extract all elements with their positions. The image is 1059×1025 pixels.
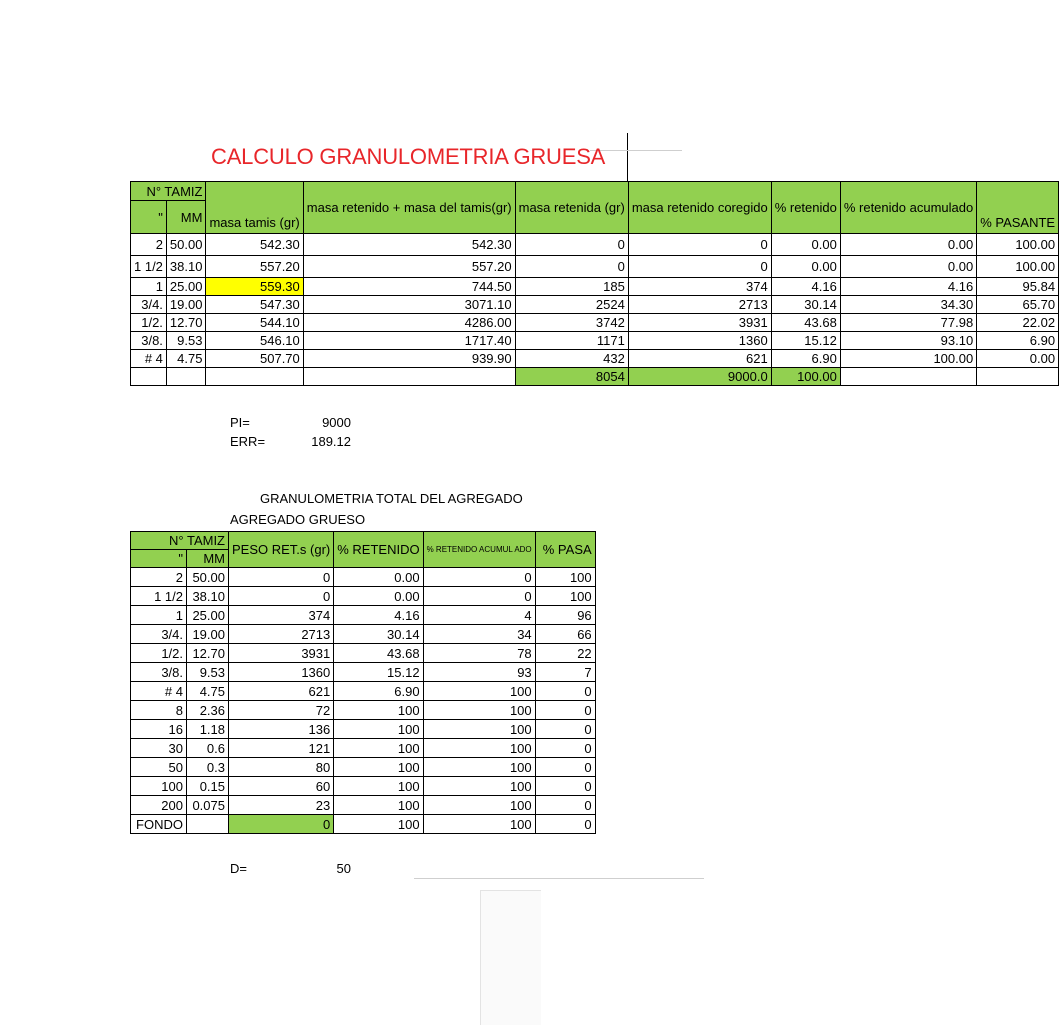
cell-tamiz: # 4 (131, 682, 187, 701)
cell-pct-acum: 0.00 (840, 256, 976, 278)
cell-pct-acum: 100 (423, 796, 535, 815)
cell-pct-pasa: 0 (535, 777, 595, 796)
section-subtitle: AGREGADO GRUESO (230, 512, 366, 527)
cell-pct-ret: 6.90 (771, 350, 840, 368)
header-masa-retenida: masa retenida (gr) (515, 182, 628, 234)
cell-pct-pas: 65.70 (977, 296, 1059, 314)
cell-pct-pas: 22.02 (977, 314, 1059, 332)
cell-mm: 1.18 (187, 720, 229, 739)
cell-pct-ret: 100 (334, 815, 423, 834)
cell-mm: 0.075 (187, 796, 229, 815)
t2-header-peso: PESO RET.s (gr) (229, 532, 334, 568)
table-row (131, 606, 596, 625)
table-row (131, 796, 596, 815)
table-row (131, 625, 596, 644)
cell-masa-corregido: 374 (628, 278, 771, 296)
cell-masa-retenida: 3742 (515, 314, 628, 332)
cell-pct-pasa: 100 (535, 568, 595, 587)
cell-pct-ret: 4.16 (771, 278, 840, 296)
cell-masa-corregido: 3931 (628, 314, 771, 332)
cell-mm: 9.53 (166, 332, 206, 350)
cell-pct-pasa: 0 (535, 739, 595, 758)
cell-masa-retenida: 432 (515, 350, 628, 368)
err-label: ERR= (230, 434, 266, 449)
cell-pct-acum: 4.16 (840, 278, 976, 296)
cell-pct-acum: 0 (423, 568, 535, 587)
table-row (131, 663, 596, 682)
cell-pct-ret: 100 (334, 701, 423, 720)
cell-pct-acum: 34.30 (840, 296, 976, 314)
cell-tamiz: 1/2. (131, 644, 187, 663)
cell-pct-ret: 4.16 (334, 606, 423, 625)
header-mm: MM (166, 201, 206, 234)
cell-peso: 72 (229, 701, 334, 720)
cell-pct-pasa: 0 (535, 796, 595, 815)
total-granulometry-table (130, 531, 596, 834)
cell-tamiz: 2 (131, 234, 167, 256)
cell-mm: 38.10 (187, 587, 229, 606)
cell-tamiz: # 4 (131, 350, 167, 368)
cell-mm: 0.6 (187, 739, 229, 758)
cell-pct-acum: 100 (423, 777, 535, 796)
cell-mm: 38.10 (166, 256, 206, 278)
t2-header-pct-pasa: % PASA (535, 532, 595, 568)
cell-pct-pas: 100.00 (977, 234, 1059, 256)
cell-pct-pasa: 0 (535, 701, 595, 720)
cell-mm: 25.00 (166, 278, 206, 296)
t2-header-tamiz: N° TAMIZ (131, 532, 229, 550)
cell-pct-pasa: 96 (535, 606, 595, 625)
cell-mm: 0.3 (187, 758, 229, 777)
cell-tamiz: 16 (131, 720, 187, 739)
cell-pct-acum: 4 (423, 606, 535, 625)
cell-masa-corregido: 621 (628, 350, 771, 368)
cell-pct-pas: 95.84 (977, 278, 1059, 296)
cell-pct-pasa: 100 (535, 587, 595, 606)
cell-masa-retenida: 0 (515, 256, 628, 278)
cell-tamiz: 3/4. (131, 296, 167, 314)
header-masa-ret-tamis: masa retenido + masa del tamis(gr) (303, 182, 515, 234)
cell-masa-ret-tamis: 557.20 (303, 256, 515, 278)
header-inch: " (131, 201, 167, 234)
err-value: 189.12 (311, 434, 351, 449)
table-row (131, 682, 596, 701)
header-masa-corregido: masa retenido coregido (628, 182, 771, 234)
cell-pct-ret: 15.12 (771, 332, 840, 350)
cell-tamiz: 3/4. (131, 625, 187, 644)
cell-mm (187, 815, 229, 834)
cell-pct-pasa: 0 (535, 815, 595, 834)
page-title: CALCULO GRANULOMETRIA GRUESA (211, 144, 606, 169)
cell-mm: 25.00 (187, 606, 229, 625)
header-pct-acumulado: % retenido acumulado (840, 182, 976, 234)
d-value: 50 (336, 861, 351, 876)
cell-pct-acum: 100 (423, 815, 535, 834)
cell-masa-tamis: 507.70 (206, 350, 303, 368)
cell-peso: 0 (229, 568, 334, 587)
table-row (131, 350, 1059, 368)
cell-tamiz: 100 (131, 777, 187, 796)
table-row (131, 644, 596, 663)
cell-pct-acum: 100.00 (840, 350, 976, 368)
table-row (131, 568, 596, 587)
cell-masa-ret-tamis: 3071.10 (303, 296, 515, 314)
cell-tamiz: 3/8. (131, 332, 167, 350)
cell-mm: 4.75 (166, 350, 206, 368)
cell-mm: 50.00 (166, 234, 206, 256)
cell-peso: 1360 (229, 663, 334, 682)
cell-peso: 60 (229, 777, 334, 796)
cell-pct-ret: 43.68 (334, 644, 423, 663)
cell-pct-acum: 0 (423, 587, 535, 606)
page-gray-panel (480, 890, 541, 1025)
cell-masa-tamis: 559.30 (206, 278, 303, 296)
table-row (131, 587, 596, 606)
cell-peso: 136 (229, 720, 334, 739)
cell-tamiz: 2 (131, 568, 187, 587)
cell-pct-pasa: 0 (535, 720, 595, 739)
cell-tamiz: 3/8. (131, 663, 187, 682)
t2-header-pct-acum: % RETENIDO ACUMUL ADO (423, 532, 535, 568)
cell-pct-pasa: 7 (535, 663, 595, 682)
cell-masa-tamis: 542.30 (206, 234, 303, 256)
cell-tamiz: 30 (131, 739, 187, 758)
cell-tamiz: 1 1/2 (131, 587, 187, 606)
cell-mm: 4.75 (187, 682, 229, 701)
cell-masa-tamis: 544.10 (206, 314, 303, 332)
cell-pct-ret: 0.00 (334, 587, 423, 606)
cell-pct-ret: 100 (334, 739, 423, 758)
cell-pct-pasa: 66 (535, 625, 595, 644)
table-row (131, 701, 596, 720)
cell-mm: 2.36 (187, 701, 229, 720)
cell-masa-corregido: 0 (628, 234, 771, 256)
cell-pct-ret: 100 (334, 758, 423, 777)
total-masa-retenida: 8054 (515, 368, 628, 386)
cell-pct-pas: 6.90 (977, 332, 1059, 350)
cell-masa-retenida: 185 (515, 278, 628, 296)
cell-pct-acum: 100 (423, 682, 535, 701)
table-row (131, 256, 1059, 278)
header-masa-tamis: masa tamis (gr) (206, 182, 303, 234)
cell-pct-pasa: 0 (535, 682, 595, 701)
cell-pct-acum: 93.10 (840, 332, 976, 350)
cell-pct-pasa: 22 (535, 644, 595, 663)
table-row (131, 720, 596, 739)
cell-pct-acum: 100 (423, 720, 535, 739)
table-row (131, 777, 596, 796)
cell-peso: 121 (229, 739, 334, 758)
cell-masa-tamis: 546.10 (206, 332, 303, 350)
pi-value: 9000 (322, 415, 351, 430)
pi-label: PI= (230, 415, 250, 430)
cell-pct-acum: 34 (423, 625, 535, 644)
section-title: GRANULOMETRIA TOTAL DEL AGREGADO (260, 491, 523, 506)
cell-masa-retenida: 2524 (515, 296, 628, 314)
cell-peso: 621 (229, 682, 334, 701)
cell-peso: 80 (229, 758, 334, 777)
cell-peso: 2713 (229, 625, 334, 644)
cell-pct-ret: 0.00 (771, 256, 840, 278)
table-row (131, 332, 1059, 350)
cell-pct-ret: 6.90 (334, 682, 423, 701)
cell-tamiz: 1 (131, 606, 187, 625)
cell-peso: 3931 (229, 644, 334, 663)
header-pct-pasante: % PASANTE (977, 182, 1059, 234)
cell-mm: 12.70 (187, 644, 229, 663)
cell-pct-ret: 30.14 (771, 296, 840, 314)
cell-peso: 0 (229, 587, 334, 606)
cell-pct-ret: 100 (334, 796, 423, 815)
cell-pct-pas: 0.00 (977, 350, 1059, 368)
d-label: D= (230, 861, 247, 876)
table-row (131, 278, 1059, 296)
cell-pct-ret: 15.12 (334, 663, 423, 682)
cell-masa-corregido: 0 (628, 256, 771, 278)
cell-tamiz: 1/2. (131, 314, 167, 332)
cell-pct-acum: 100 (423, 739, 535, 758)
cell-masa-ret-tamis: 744.50 (303, 278, 515, 296)
cell-pct-acum: 78 (423, 644, 535, 663)
cell-pct-ret: 100 (334, 720, 423, 739)
cell-mm: 9.53 (187, 663, 229, 682)
cell-peso: 23 (229, 796, 334, 815)
t2-header-inch: " (131, 550, 187, 568)
cell-tamiz: 1 (131, 278, 167, 296)
cell-mm: 50.00 (187, 568, 229, 587)
cell-pct-acum: 100 (423, 758, 535, 777)
cell-pct-ret: 43.68 (771, 314, 840, 332)
cell-pct-pasa: 0 (535, 758, 595, 777)
cell-masa-retenida: 0 (515, 234, 628, 256)
cell-tamiz: 50 (131, 758, 187, 777)
cell-peso: 0 (229, 815, 334, 834)
granulometry-table (130, 181, 1059, 386)
cell-tamiz: 200 (131, 796, 187, 815)
cell-mm: 19.00 (166, 296, 206, 314)
total-masa-corregido: 9000.0 (628, 368, 771, 386)
cell-pct-acum: 100 (423, 701, 535, 720)
cell-pct-acum: 77.98 (840, 314, 976, 332)
cell-masa-ret-tamis: 542.30 (303, 234, 515, 256)
cell-tamiz: 8 (131, 701, 187, 720)
cell-pct-acum: 93 (423, 663, 535, 682)
cell-masa-tamis: 547.30 (206, 296, 303, 314)
cell-mm: 0.15 (187, 777, 229, 796)
cell-pct-ret: 100 (334, 777, 423, 796)
cell-pct-acum: 0.00 (840, 234, 976, 256)
table-row (131, 739, 596, 758)
cell-tamiz: FONDO (131, 815, 187, 834)
cell-masa-ret-tamis: 4286.00 (303, 314, 515, 332)
cell-masa-ret-tamis: 1717.40 (303, 332, 515, 350)
t2-header-pct-ret: % RETENIDO (334, 532, 423, 568)
cell-pct-ret: 0.00 (771, 234, 840, 256)
total-pct-retenido: 100.00 (771, 368, 840, 386)
cell-mm: 12.70 (166, 314, 206, 332)
header-tamiz: N° TAMIZ (131, 182, 206, 201)
cell-masa-tamis: 557.20 (206, 256, 303, 278)
cell-masa-ret-tamis: 939.90 (303, 350, 515, 368)
cell-pct-ret: 0.00 (334, 568, 423, 587)
cell-tamiz: 1 1/2 (131, 256, 167, 278)
table-row (131, 314, 1059, 332)
table-row (131, 234, 1059, 256)
header-pct-retenido: % retenido (771, 182, 840, 234)
table-row (131, 296, 1059, 314)
page-rule-bottom (414, 878, 704, 879)
cell-pct-pas: 100.00 (977, 256, 1059, 278)
cell-masa-corregido: 2713 (628, 296, 771, 314)
cell-masa-corregido: 1360 (628, 332, 771, 350)
cell-mm: 19.00 (187, 625, 229, 644)
table-row (131, 758, 596, 777)
cell-pct-ret: 30.14 (334, 625, 423, 644)
cell-masa-retenida: 1171 (515, 332, 628, 350)
t2-header-mm: MM (187, 550, 229, 568)
table-row (131, 815, 596, 834)
cell-peso: 374 (229, 606, 334, 625)
